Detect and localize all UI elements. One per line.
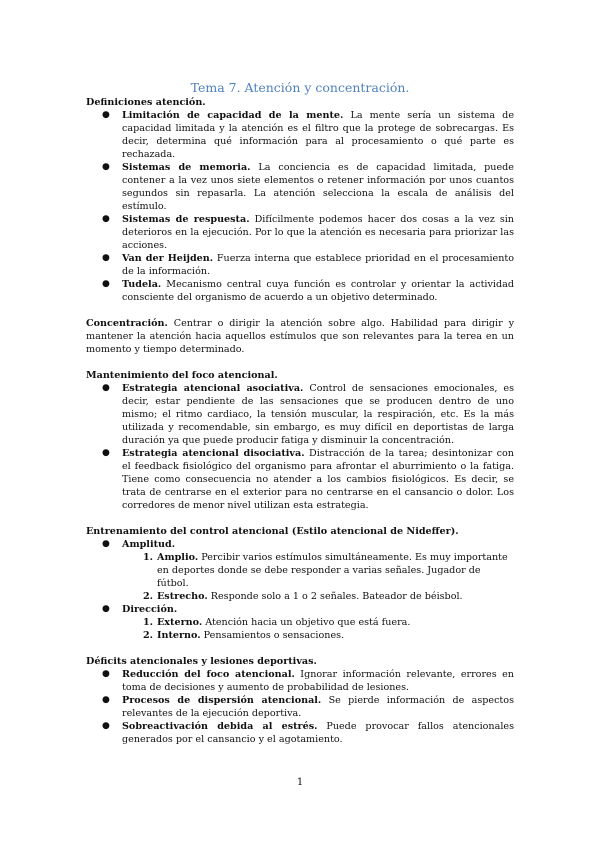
item-text: Fuerza interna que establece prioridad en el procesamiento de la información.: [122, 253, 514, 277]
item-term: Estrecho.: [157, 591, 208, 602]
entrenamiento-heading: Entrenamiento del control atencional (Estilo atencional de Nideffer).: [86, 526, 459, 537]
item-term: Reducción del foco atencional.: [122, 669, 295, 680]
item-text: Pensamientos o sensaciones.: [200, 630, 345, 641]
item-number: 1.: [143, 552, 154, 563]
document-title: Tema 7. Atención y concentración.: [190, 80, 410, 95]
item-text: Percibir varios estímulos simultáneamente. Es muy importante en deportes donde se debe responder a varias señales. Jugador de fútbol.: [157, 552, 508, 589]
list-item: [86, 447, 514, 512]
item-text: Ignorar información relevante, errores en toma de decisiones y aumento de probabilidad de lesiones.: [122, 669, 514, 693]
list-item: [86, 382, 514, 447]
deficits-list: [86, 668, 514, 746]
amplitud-sublist: [86, 551, 514, 603]
direccion-sublist: [86, 616, 514, 642]
definiciones-heading: Definiciones atención.: [86, 97, 206, 108]
concentracion-text: Centrar o dirigir la atención sobre algo. Habilidad para dirigir y mantener la atención hacia aquellos estímulos que son relevantes para la terea en un momento y tiempo determinado.: [86, 318, 514, 355]
item-term: Procesos de dispersión atencional.: [122, 695, 322, 706]
entrenamiento-list-2: [86, 603, 514, 616]
list-item: [86, 278, 514, 304]
item-term: Amplio.: [157, 552, 199, 563]
item-number: 2.: [143, 591, 154, 602]
bullet-icon: ●: [102, 604, 110, 614]
group-label: Dirección.: [122, 604, 178, 615]
list-item: [86, 538, 514, 551]
concentracion-paragraph: [86, 317, 514, 356]
concentracion-term: Concentración.: [86, 318, 168, 329]
list-item: [86, 109, 514, 161]
numbered-item: [122, 616, 514, 629]
list-item: [86, 252, 514, 278]
item-number: 1.: [143, 617, 154, 628]
bullet-icon: ●: [102, 253, 110, 263]
definiciones-list: [86, 109, 514, 304]
item-text: La mente sería un sistema de capacidad limitada y la atención es el filtro que la protege de sobrecargas. Es decir, determina qué información para al procesamiento o qué parte es rechazada.: [122, 110, 514, 160]
list-item: [86, 213, 514, 252]
mantenimiento-list: [86, 382, 514, 512]
document-body: [86, 96, 514, 746]
bullet-icon: ●: [102, 214, 110, 224]
item-term: Sistemas de memoria.: [122, 162, 251, 173]
list-item: [86, 720, 514, 746]
list-item: [86, 694, 514, 720]
deficits-heading: Déficits atencionales y lesiones deportivas.: [86, 656, 317, 667]
numbered-item: [122, 629, 514, 642]
item-text: La conciencia es de capacidad limitada, puede contener a la vez unos siete elementos o retener información por unos cuantos segundos sin repasarla. La atención selecciona la escala de análisis del estímulo.: [122, 162, 514, 212]
item-term: Tudela.: [122, 279, 162, 290]
item-text: Distracción de la tarea; desintonizar con el feedback fisiológico del organismo para afrontar el aburrimiento o la fatiga. Tiene como consecuencia no atender a los cambios fisiológicos. Es decir, se trata de centrarse en el exterior para no centrarse en el cansancio o dolor. Los corredores de menor nivel utilizan esta estrategia.: [122, 448, 514, 511]
bullet-icon: ●: [102, 448, 110, 458]
list-item: [86, 161, 514, 213]
item-text: Difícilmente podemos hacer dos cosas a la vez sin deterioros en la ejecución. Por lo que la atención es necesaria para priorizar las acciones.: [122, 214, 514, 251]
item-number: 2.: [143, 630, 154, 641]
bullet-icon: ●: [102, 110, 110, 120]
bullet-icon: ●: [102, 162, 110, 172]
bullet-icon: ●: [102, 279, 110, 289]
item-term: Sobreactivación debida al estrés.: [122, 721, 318, 732]
item-term: Van der Heijden.: [122, 253, 214, 264]
bullet-icon: ●: [102, 383, 110, 393]
list-item: [86, 603, 514, 616]
group-label: Amplitud.: [122, 539, 176, 550]
item-text: Control de sensaciones emocionales, es decir, estar pendiente de las sensaciones que se producen dentro de uno mismo; el ritmo cardiaco, la tensión muscular, la respiración, etc. Es la más utilizada y recomendable, sin embargo, es muy difícil en deportistas de larga duración ya que puede producir fatiga y disminuir la concentración.: [122, 383, 514, 446]
numbered-item: [122, 590, 514, 603]
item-term: Externo.: [157, 617, 203, 628]
item-text: Responde solo a 1 o 2 señales. Bateador de béisbol.: [207, 591, 463, 602]
item-text: Atención hacia un objetivo que está fuera.: [202, 617, 411, 628]
item-term: Estrategia atencional asociativa.: [122, 383, 304, 394]
numbered-item: [122, 551, 514, 590]
item-term: Limitación de capacidad de la mente.: [122, 110, 344, 121]
bullet-icon: ●: [102, 695, 110, 705]
item-term: Sistemas de respuesta.: [122, 214, 250, 225]
bullet-icon: ●: [102, 669, 110, 679]
item-text: Puede provocar fallos atencionales generados por el cansancio y el agotamiento.: [122, 721, 514, 745]
page-number: 1: [296, 777, 304, 788]
list-item: [86, 668, 514, 694]
entrenamiento-list: [86, 538, 514, 551]
item-text: Se pierde información de aspectos relevantes de la ejecución deportiva.: [122, 695, 514, 719]
mantenimiento-heading: Mantenimiento del foco atencional.: [86, 370, 278, 381]
item-term: Interno.: [157, 630, 201, 641]
bullet-icon: ●: [102, 539, 110, 549]
bullet-icon: ●: [102, 721, 110, 731]
item-term: Estrategia atencional disociativa.: [122, 448, 305, 459]
item-text: Mecanismo central cuya función es controlar y orientar la actividad consciente del organismo de acuerdo a un objetivo determinado.: [122, 279, 514, 303]
